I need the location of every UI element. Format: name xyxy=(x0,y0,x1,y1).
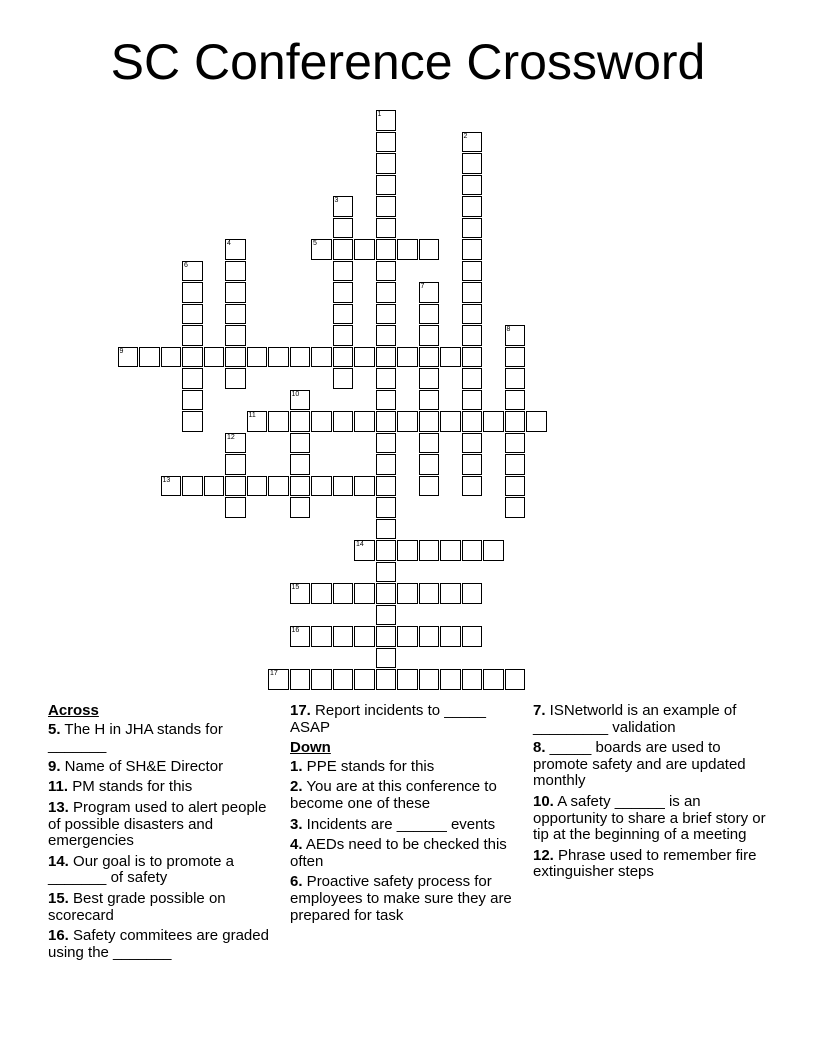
grid-cell[interactable] xyxy=(505,411,526,432)
grid-cell[interactable] xyxy=(440,669,461,690)
grid-cell[interactable] xyxy=(462,390,483,411)
grid-cell[interactable] xyxy=(290,433,311,454)
clue-number: 5 xyxy=(313,240,317,247)
grid-cell[interactable] xyxy=(440,411,461,432)
clues-column-3 xyxy=(533,703,768,885)
grid-cell[interactable] xyxy=(333,304,354,325)
clue-label: 10. xyxy=(533,792,554,810)
across-heading: Across xyxy=(48,702,99,719)
clue-label: 15. xyxy=(48,889,69,907)
grid-cell[interactable] xyxy=(182,476,203,497)
clue-item xyxy=(290,817,515,834)
grid-cell[interactable] xyxy=(440,347,461,368)
clue-text: The H in JHA stands for _______ xyxy=(48,720,223,755)
clue-text: Best grade possible on scorecard xyxy=(48,889,226,924)
grid-cell[interactable] xyxy=(139,347,160,368)
grid-cell[interactable] xyxy=(290,583,311,604)
grid-cell[interactable] xyxy=(225,304,246,325)
grid-cell[interactable] xyxy=(376,390,397,411)
clue-number: 12 xyxy=(227,433,235,441)
clue-number: 8 xyxy=(506,326,511,333)
grid-cell[interactable] xyxy=(290,476,311,497)
grid-cell[interactable] xyxy=(376,239,397,260)
grid-cell[interactable] xyxy=(354,626,375,647)
clue-label: 16. xyxy=(48,927,69,945)
grid-cell[interactable] xyxy=(376,605,397,626)
grid-cell[interactable] xyxy=(376,153,397,174)
clue-text: PPE stands for this xyxy=(302,757,435,775)
clue-text: ISNetworld is an example of _________ validation xyxy=(533,702,737,736)
grid-cell[interactable] xyxy=(505,433,526,454)
grid-cell[interactable] xyxy=(397,411,418,432)
grid-cell[interactable] xyxy=(376,304,397,325)
grid-cell[interactable] xyxy=(462,411,483,432)
clue-number: 6 xyxy=(184,261,188,269)
grid-cell[interactable] xyxy=(376,583,397,604)
clue-item xyxy=(48,891,273,924)
grid-cell[interactable] xyxy=(505,347,526,368)
clue-text: Name of SH&E Director xyxy=(60,757,224,775)
grid-cell[interactable] xyxy=(311,239,332,260)
grid-cell[interactable] xyxy=(462,433,483,454)
grid-cell[interactable] xyxy=(333,261,354,282)
grid-cell[interactable] xyxy=(462,669,483,690)
grid-cell[interactable] xyxy=(505,454,526,475)
clue-text: Proactive safety process for employees to make sure they are prepared for task xyxy=(290,873,512,924)
clue-item xyxy=(533,848,768,881)
grid-cell[interactable] xyxy=(290,347,311,368)
grid-cell[interactable] xyxy=(440,540,461,561)
grid-cell[interactable] xyxy=(505,368,526,389)
grid-cell[interactable] xyxy=(376,454,397,475)
clue-label: 13. xyxy=(48,798,69,816)
grid-cell[interactable] xyxy=(505,497,526,518)
clue-number: 3 xyxy=(334,197,339,204)
grid-cell[interactable] xyxy=(419,411,440,432)
grid-cell[interactable] xyxy=(225,239,246,260)
grid-cell[interactable] xyxy=(526,411,547,432)
clue-number: 13 xyxy=(162,476,171,484)
grid-cell[interactable] xyxy=(397,583,418,604)
grid-cell[interactable] xyxy=(462,196,483,217)
grid-cell[interactable] xyxy=(311,476,332,497)
grid-cell[interactable] xyxy=(225,497,246,518)
clue-text: _____ boards are used to promote safety and are updated monthly xyxy=(533,739,746,790)
clue-text: You are at this conference to become one of these xyxy=(290,778,497,812)
grid-cell[interactable] xyxy=(182,282,203,303)
clue-number: 16 xyxy=(291,627,300,634)
grid-cell[interactable] xyxy=(462,132,483,153)
clue-label: 8. xyxy=(533,739,546,757)
grid-cell[interactable] xyxy=(182,368,203,389)
grid-cell[interactable] xyxy=(333,218,354,239)
clue-number: 17 xyxy=(270,670,278,677)
grid-cell[interactable] xyxy=(376,218,397,239)
grid-cell[interactable] xyxy=(333,325,354,346)
grid-cell[interactable] xyxy=(419,304,440,325)
grid-cell[interactable] xyxy=(419,239,440,260)
grid-cell[interactable] xyxy=(311,626,332,647)
clue-label: 3. xyxy=(290,815,303,833)
clue-item xyxy=(48,800,273,850)
grid-cell[interactable] xyxy=(462,347,483,368)
grid-cell[interactable] xyxy=(419,368,440,389)
grid-cell[interactable] xyxy=(311,583,332,604)
clue-item xyxy=(290,837,515,870)
grid-cell[interactable] xyxy=(354,239,375,260)
clue-label: 6. xyxy=(290,873,303,891)
grid-cell[interactable] xyxy=(333,411,354,432)
grid-cell[interactable] xyxy=(376,497,397,518)
grid-cell[interactable] xyxy=(333,669,354,690)
clue-text: AEDs need to be checked this often xyxy=(290,836,507,870)
grid-cell[interactable] xyxy=(483,540,504,561)
grid-cell[interactable] xyxy=(462,540,483,561)
clue-label: 4. xyxy=(290,836,303,854)
grid-cell[interactable] xyxy=(419,454,440,475)
clue-label: 1. xyxy=(290,757,303,775)
grid-cell[interactable] xyxy=(376,433,397,454)
grid-cell[interactable] xyxy=(376,540,397,561)
grid-cell[interactable] xyxy=(505,669,526,690)
grid-cell[interactable] xyxy=(419,669,440,690)
grid-cell[interactable] xyxy=(397,540,418,561)
grid-cell[interactable] xyxy=(290,454,311,475)
grid-cell[interactable] xyxy=(182,411,203,432)
grid-cell[interactable] xyxy=(376,347,397,368)
clues-column-1 xyxy=(48,703,273,965)
grid-cell[interactable] xyxy=(118,347,139,368)
grid-cell[interactable] xyxy=(311,411,332,432)
grid-cell[interactable] xyxy=(376,110,397,131)
grid-cell[interactable] xyxy=(376,368,397,389)
clue-text: Our goal is to promote a _______ of safety xyxy=(48,852,234,887)
clue-label: 17. xyxy=(290,702,311,719)
grid-cell[interactable] xyxy=(225,347,246,368)
grid-cell[interactable] xyxy=(462,583,483,604)
clue-number: 11 xyxy=(248,412,256,419)
clue-number: 7 xyxy=(420,283,425,290)
grid-cell[interactable] xyxy=(333,583,354,604)
grid-cell[interactable] xyxy=(182,325,203,346)
clue-text: PM stands for this xyxy=(68,778,193,796)
grid-cell[interactable] xyxy=(376,175,397,196)
clue-text: Incidents are ______ events xyxy=(302,815,496,833)
grid-cell[interactable] xyxy=(247,411,268,432)
grid-cell[interactable] xyxy=(462,218,483,239)
grid-cell[interactable] xyxy=(290,411,311,432)
grid-cell[interactable] xyxy=(290,497,311,518)
grid-cell[interactable] xyxy=(268,476,289,497)
clue-item xyxy=(533,703,768,736)
grid-cell[interactable] xyxy=(483,669,504,690)
grid-cell[interactable] xyxy=(462,175,483,196)
grid-cell[interactable] xyxy=(376,261,397,282)
grid-cell[interactable] xyxy=(333,239,354,260)
grid-cell[interactable] xyxy=(333,282,354,303)
grid-cell[interactable] xyxy=(333,476,354,497)
grid-cell[interactable] xyxy=(505,325,526,346)
grid-cell[interactable] xyxy=(182,390,203,411)
grid-cell[interactable] xyxy=(182,304,203,325)
clue-item xyxy=(48,779,273,796)
grid-cell[interactable] xyxy=(204,347,225,368)
clue-item xyxy=(290,779,515,812)
grid-cell[interactable] xyxy=(376,519,397,540)
grid-cell[interactable] xyxy=(354,540,375,561)
grid-cell[interactable] xyxy=(311,669,332,690)
clue-label: 2. xyxy=(290,778,303,796)
grid-cell[interactable] xyxy=(462,153,483,174)
grid-cell[interactable] xyxy=(354,669,375,690)
clue-item xyxy=(290,759,515,776)
grid-cell[interactable] xyxy=(225,325,246,346)
grid-cell[interactable] xyxy=(483,411,504,432)
grid-cell[interactable] xyxy=(440,583,461,604)
clue-item xyxy=(290,703,515,736)
grid-cell[interactable] xyxy=(247,476,268,497)
grid-cell[interactable] xyxy=(225,261,246,282)
grid-cell[interactable] xyxy=(376,626,397,647)
grid-cell[interactable] xyxy=(354,347,375,368)
grid-cell[interactable] xyxy=(376,196,397,217)
grid-cell[interactable] xyxy=(204,476,225,497)
grid-cell[interactable] xyxy=(462,325,483,346)
grid-cell[interactable] xyxy=(462,282,483,303)
grid-cell[interactable] xyxy=(225,476,246,497)
clue-number: 1 xyxy=(377,111,382,118)
grid-cell[interactable] xyxy=(333,196,354,217)
grid-cell[interactable] xyxy=(354,583,375,604)
clue-label: 7. xyxy=(533,702,546,719)
grid-cell[interactable] xyxy=(419,476,440,497)
grid-cell[interactable] xyxy=(462,626,483,647)
grid-cell[interactable] xyxy=(462,261,483,282)
grid-cell[interactable] xyxy=(462,239,483,260)
grid-cell[interactable] xyxy=(225,433,246,454)
grid-cell[interactable] xyxy=(505,476,526,497)
grid-cell[interactable] xyxy=(376,325,397,346)
grid-cell[interactable] xyxy=(397,239,418,260)
grid-cell[interactable] xyxy=(462,304,483,325)
grid-cell[interactable] xyxy=(462,476,483,497)
clue-number: 2 xyxy=(463,132,468,140)
grid-cell[interactable] xyxy=(376,411,397,432)
grid-cell[interactable] xyxy=(225,368,246,389)
grid-cell[interactable] xyxy=(419,583,440,604)
clue-label: 5. xyxy=(48,720,61,738)
grid-cell[interactable] xyxy=(505,390,526,411)
grid-cell[interactable] xyxy=(268,347,289,368)
clue-number: 15 xyxy=(291,584,300,591)
clue-item xyxy=(290,874,515,924)
clue-item xyxy=(48,722,273,755)
clue-text: A safety ______ is an opportunity to share a brief story or tip at the beginning of a meeting xyxy=(533,792,766,844)
grid-cell[interactable] xyxy=(462,454,483,475)
grid-cell[interactable] xyxy=(354,476,375,497)
grid-cell[interactable] xyxy=(376,476,397,497)
grid-cell[interactable] xyxy=(290,669,311,690)
grid-cell[interactable] xyxy=(419,626,440,647)
grid-cell[interactable] xyxy=(440,626,461,647)
grid-cell[interactable] xyxy=(247,347,268,368)
grid-cell[interactable] xyxy=(225,454,246,475)
clue-text: Program used to alert people of possible disasters and emergencies xyxy=(48,798,267,850)
clue-label: 14. xyxy=(48,852,69,870)
grid-cell[interactable] xyxy=(333,368,354,389)
clue-item xyxy=(48,928,273,961)
grid-cell[interactable] xyxy=(182,261,203,282)
grid-cell[interactable] xyxy=(462,368,483,389)
clue-item xyxy=(48,759,273,776)
grid-cell[interactable] xyxy=(376,562,397,583)
grid-cell[interactable] xyxy=(419,540,440,561)
grid-cell[interactable] xyxy=(419,347,440,368)
grid-cell[interactable] xyxy=(376,282,397,303)
clue-number: 10 xyxy=(291,390,300,398)
grid-cell[interactable] xyxy=(268,669,289,690)
grid-cell[interactable] xyxy=(419,433,440,454)
grid-cell[interactable] xyxy=(311,347,332,368)
clue-text: Phrase used to remember fire extinguisher steps xyxy=(533,846,757,881)
clue-item xyxy=(533,740,768,790)
grid-cell[interactable] xyxy=(182,347,203,368)
grid-cell[interactable] xyxy=(419,325,440,346)
grid-cell[interactable] xyxy=(268,411,289,432)
grid-cell[interactable] xyxy=(225,282,246,303)
grid-cell[interactable] xyxy=(161,476,182,497)
clues-column-2 xyxy=(290,703,515,928)
grid-cell[interactable] xyxy=(333,347,354,368)
clue-label: 9. xyxy=(48,757,61,775)
grid-cell[interactable] xyxy=(290,390,311,411)
grid-cell[interactable] xyxy=(290,626,311,647)
grid-cell[interactable] xyxy=(419,282,440,303)
grid-cell[interactable] xyxy=(397,347,418,368)
clue-number: 9 xyxy=(119,347,124,355)
down-heading: Down xyxy=(290,739,331,757)
clue-item xyxy=(533,794,768,844)
clue-item xyxy=(48,854,273,887)
page-title: SC Conference Crossword xyxy=(110,34,706,90)
grid-cell[interactable] xyxy=(397,669,418,690)
grid-cell[interactable] xyxy=(376,132,397,153)
grid-cell[interactable] xyxy=(161,347,182,368)
grid-cell[interactable] xyxy=(376,648,397,669)
grid-cell[interactable] xyxy=(376,669,397,690)
grid-cell[interactable] xyxy=(333,626,354,647)
grid-cell[interactable] xyxy=(419,390,440,411)
grid-cell[interactable] xyxy=(397,626,418,647)
clue-label: 11. xyxy=(48,778,69,796)
clue-text: Report incidents to _____ ASAP xyxy=(290,702,486,736)
clue-text: Safety commitees are graded using the _______ xyxy=(48,927,269,961)
clue-number: 4 xyxy=(227,240,231,247)
clue-number: 14 xyxy=(356,541,364,548)
clue-label: 12. xyxy=(533,846,554,864)
grid-cell[interactable] xyxy=(354,411,375,432)
